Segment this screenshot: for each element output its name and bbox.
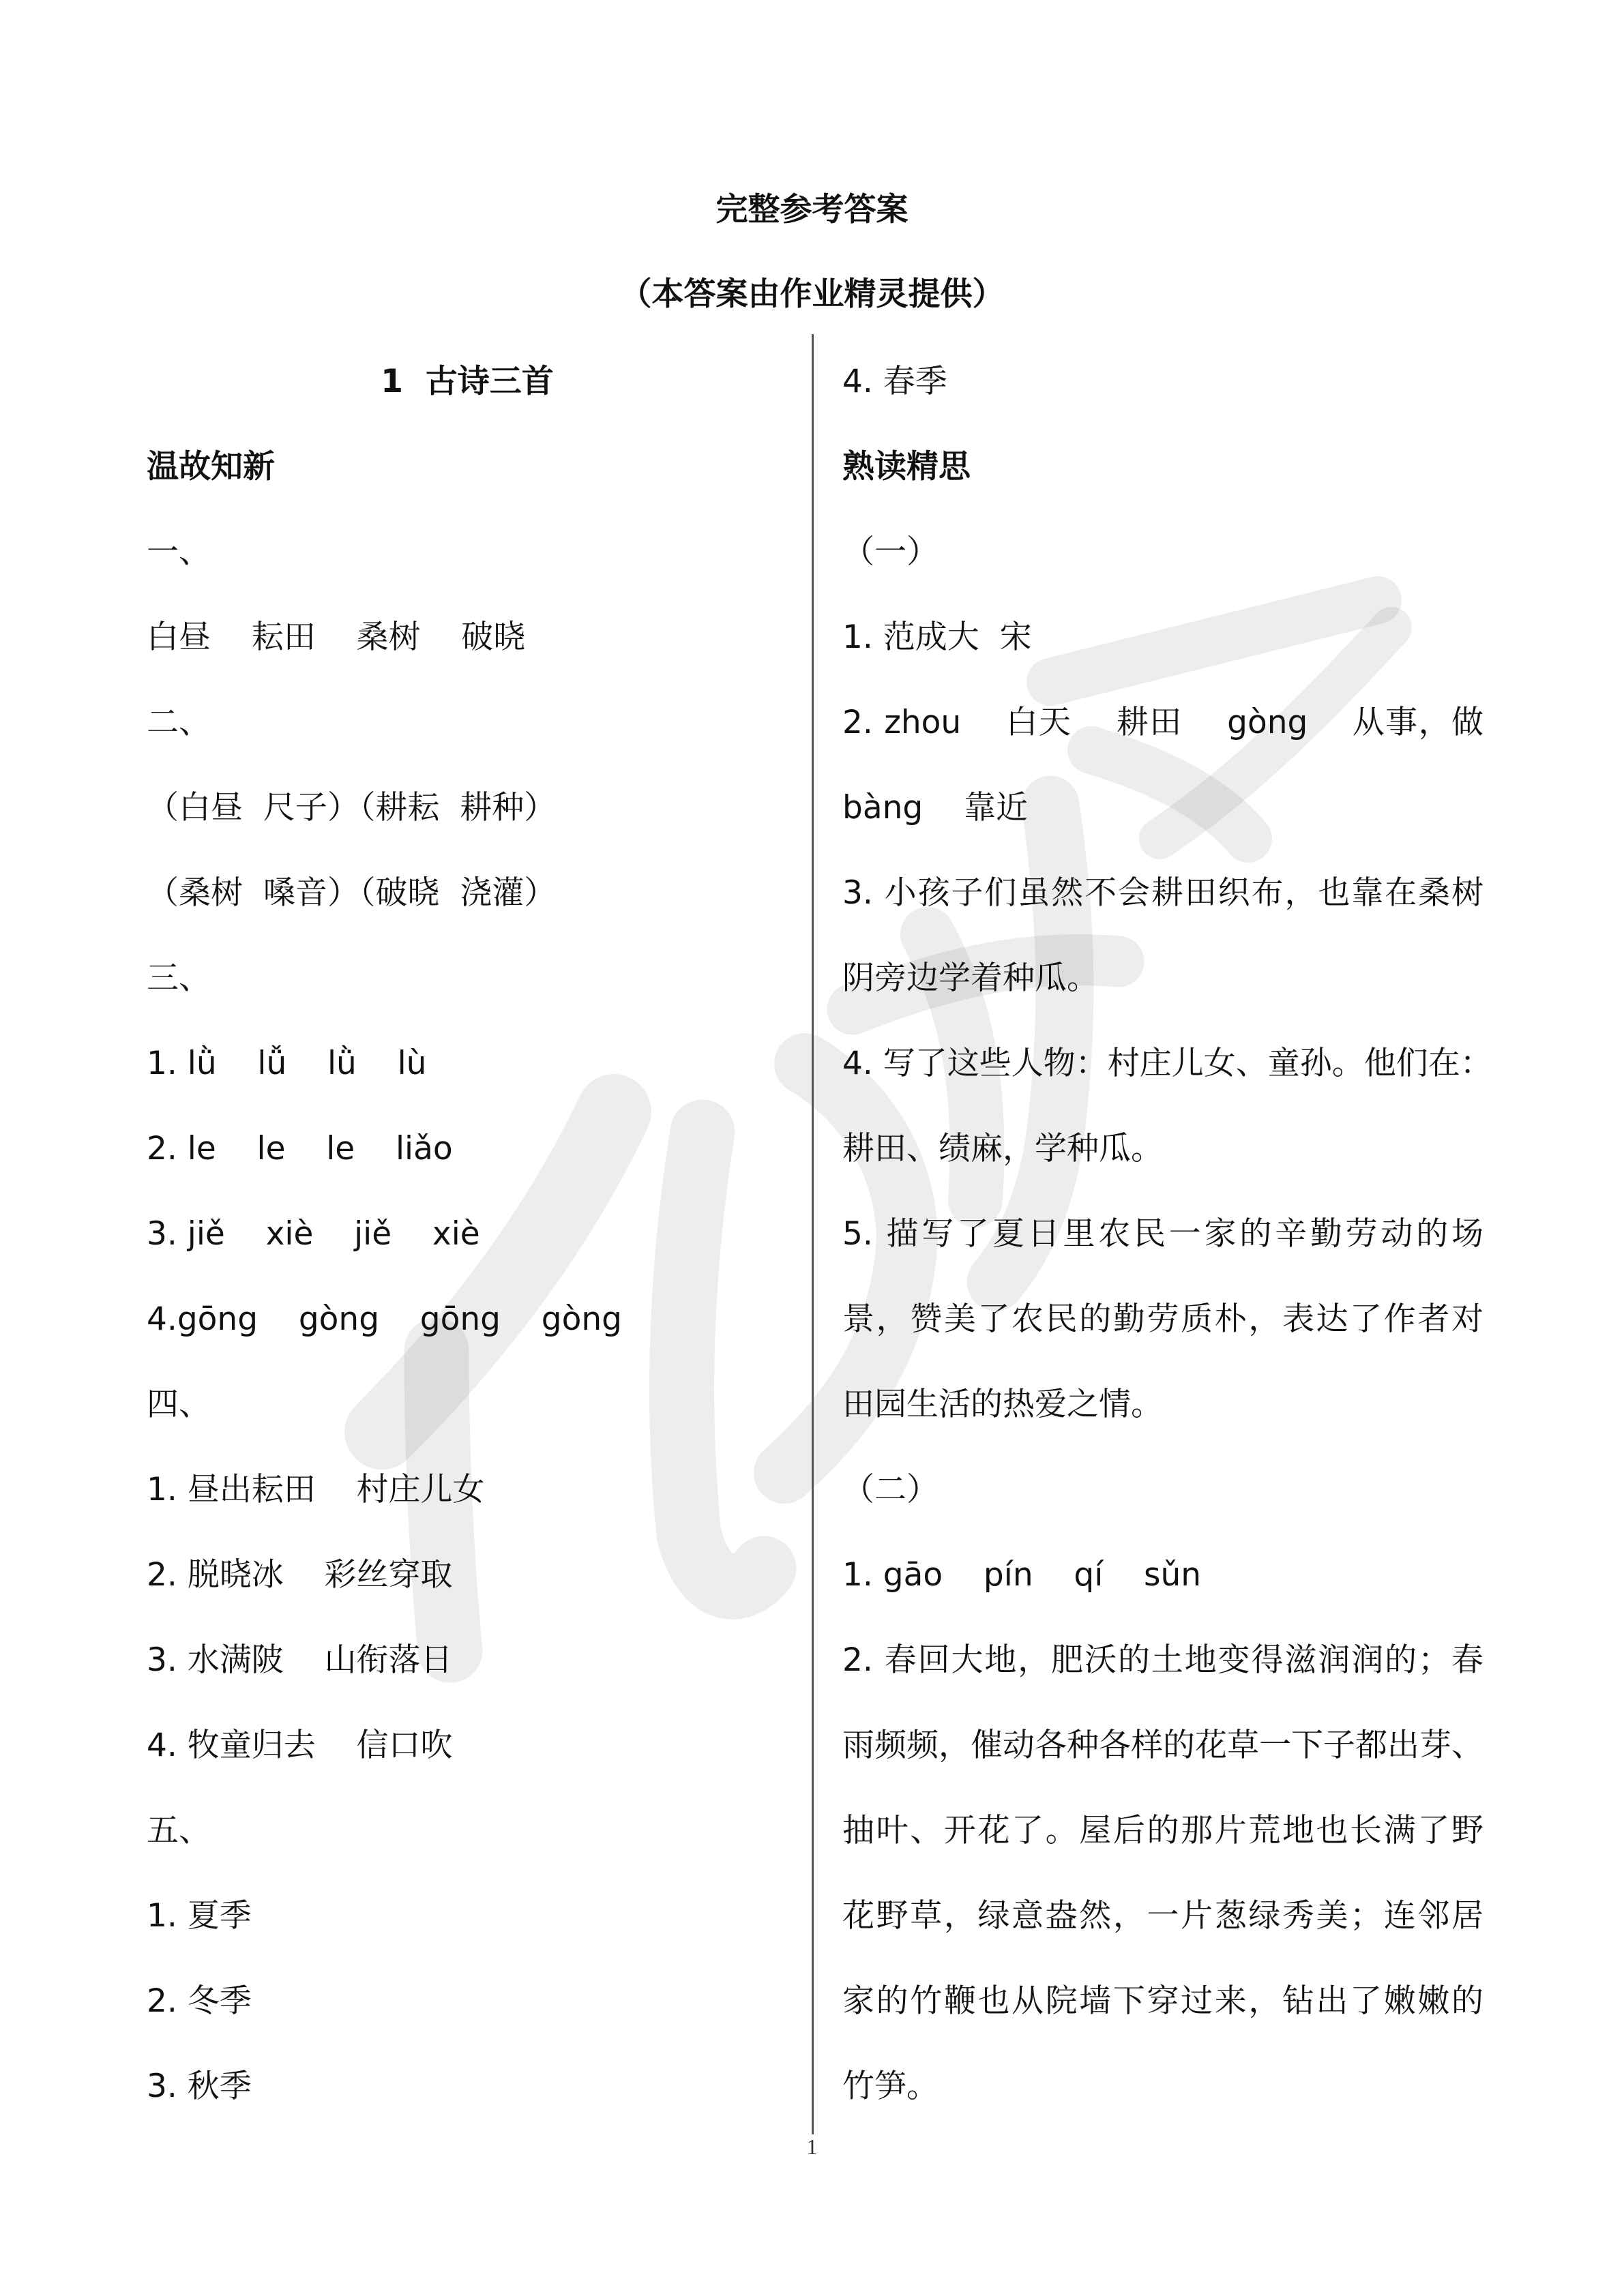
answer-line: 5. 描写了夏日里农民一家的辛勤劳动的场 xyxy=(842,1215,1483,1253)
answer-line: （二） xyxy=(842,1471,939,1508)
answer-line: 1. gāo pín qí sǔn xyxy=(842,1556,1202,1594)
answer-line: 温故知新 xyxy=(147,448,275,486)
answer-line: 竹笋。 xyxy=(842,2068,939,2105)
column-divider xyxy=(812,334,814,2134)
answer-line: 2. zhou 白天 耕田 gòng 从事，做 xyxy=(842,704,1483,741)
answer-line: 1. 昼出耘田 村庄儿女 xyxy=(147,1471,485,1508)
answer-line: 景，赞美了农民的勤劳质朴，表达了作者对 xyxy=(842,1300,1483,1338)
answer-line: 2. 春回大地，肥沃的土地变得滋润润的；春 xyxy=(842,1641,1483,1679)
answer-line: 1. 范成大 宋 xyxy=(842,618,1032,656)
answer-line: bàng 靠近 xyxy=(842,789,1029,826)
answer-line: 雨频频，催动各种各样的花草一下子都出芽、 xyxy=(842,1727,1483,1764)
page-number: 1 xyxy=(806,2134,818,2159)
answer-line: 耕田、绩麻，学种瓜。 xyxy=(842,1130,1163,1167)
answer-line: 阴旁边学着种瓜。 xyxy=(842,959,1099,997)
answer-line: 熟读精思 xyxy=(842,448,971,486)
answer-line: 花野草，绿意盎然，一片葱绿秀美；连邻居 xyxy=(842,1897,1483,1935)
answer-line: 4.gōng gòng gōng gòng xyxy=(147,1300,622,1338)
answer-line: （桑树 嗓音）（破晓 浇灌） xyxy=(147,874,557,912)
answer-line: 2. le le le liǎo xyxy=(147,1130,453,1167)
page-title: 完整参考答案 xyxy=(715,191,909,228)
answer-line: 一、 xyxy=(147,533,211,571)
answer-line: 二、 xyxy=(147,704,211,741)
answer-line: 3. jiě xiè jiě xiè xyxy=(147,1215,480,1253)
answer-line: （白昼 尺子）（耕耘 耕种） xyxy=(147,789,557,826)
answer-line: 4. 写了这些人物：村庄儿女、童孙。他们在： xyxy=(842,1045,1492,1082)
left-column xyxy=(147,355,788,2145)
answer-line: 3. 水满陂 山衔落日 xyxy=(147,1641,453,1679)
answer-line: 抽叶、开花了。屋后的那片荒地也长满了野 xyxy=(842,1812,1483,1849)
answer-line: 四、 xyxy=(147,1386,211,1423)
answer-line: 4. 春季 xyxy=(842,363,947,400)
answer-line: 白昼 耘田 桑树 破晓 xyxy=(147,618,526,656)
answer-line: 3. 秋季 xyxy=(147,2068,252,2105)
answer-line: 3. 小孩子们虽然不会耕田织布，也靠在桑树 xyxy=(842,874,1483,912)
answer-line: 五、 xyxy=(147,1812,211,1849)
answer-line: 三、 xyxy=(147,959,211,997)
answer-line: 家的竹鞭也从院墙下穿过来，钻出了嫩嫩的 xyxy=(842,1982,1483,2020)
answer-line: 1 古诗三首 xyxy=(381,363,554,400)
answer-line: 1. 夏季 xyxy=(147,1897,252,1935)
answer-line: 4. 牧童归去 信口吹 xyxy=(147,1727,453,1764)
right-column xyxy=(842,355,1492,2145)
answer-line: 2. 脱晓冰 彩丝穿取 xyxy=(147,1556,453,1594)
answer-line: 1. lǜ lǚ lǜ lù xyxy=(147,1045,427,1082)
page-subtitle: （本答案由作业精灵提供） xyxy=(619,275,1005,313)
answer-line: 田园生活的热爱之情。 xyxy=(842,1386,1163,1423)
answer-line: （一） xyxy=(842,533,939,571)
answer-line: 2. 冬季 xyxy=(147,1982,252,2020)
